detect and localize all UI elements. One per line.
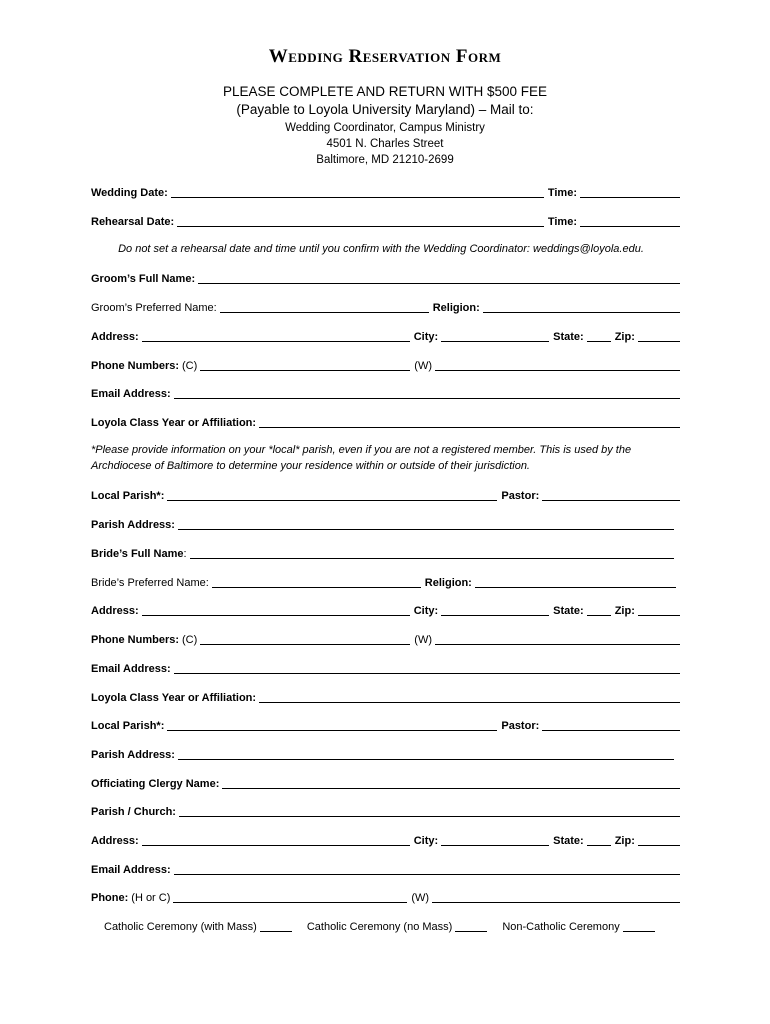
brides-email-label: Email Address: (91, 663, 171, 675)
brides-email-field[interactable] (174, 662, 680, 674)
brides-address-label: Address: (91, 605, 139, 617)
clergy-state-field[interactable] (587, 834, 611, 846)
parish-church-label: Parish / Church: (91, 806, 176, 818)
ceremony-option-non-catholic-label: Non-Catholic Ceremony (502, 921, 620, 933)
wedding-time-label: Time: (547, 187, 577, 199)
rehearsal-note: Do not set a rehearsal date and time until you confirm with the Wedding Coordinator: weddings@loyola.edu. (118, 243, 644, 255)
wedding-time-field[interactable] (580, 186, 680, 198)
grooms-email-row (91, 384, 680, 400)
brides-state-field[interactable] (587, 604, 611, 616)
parish-church-row (91, 802, 680, 818)
clergy-home-cell-label: (H or C) (131, 892, 171, 904)
clergy-zip-label: Zip: (614, 835, 635, 847)
clergy-email-row (91, 860, 680, 876)
wedding-date-label: Wedding Date: (91, 187, 168, 199)
payable-instruction: (Payable to Loyola University Maryland) – Mail to: (236, 102, 534, 117)
officiating-clergy-row (91, 774, 680, 790)
brides-parish-address-row (91, 745, 680, 761)
grooms-address-field[interactable] (142, 330, 410, 342)
clergy-phone-label: Phone: (91, 892, 129, 904)
grooms-state-label: State: (553, 331, 584, 343)
ceremony-option-with-mass-blank[interactable] (260, 920, 292, 932)
parish-note: *Please provide information on your *local* parish, even if you are not a registered member. This is used by the Archdiocese of Baltimore to determine your residence within or outside of their jurisdiction. (91, 444, 632, 472)
brides-class-year-row (91, 688, 680, 704)
clergy-phone-row (91, 888, 680, 904)
grooms-address-row (91, 327, 680, 343)
wedding-date-row (91, 183, 680, 199)
brides-religion-field[interactable] (475, 576, 676, 588)
brides-phone-row (91, 630, 680, 646)
grooms-work-field[interactable] (435, 359, 680, 371)
grooms-phone-label: Phone Numbers: (91, 360, 180, 372)
mail-address-line-1: Wedding Coordinator, Campus Ministry (285, 122, 485, 134)
grooms-local-parish-row (91, 486, 680, 502)
grooms-address-label: Address: (91, 331, 139, 343)
brides-local-parish-field[interactable] (167, 719, 497, 731)
grooms-parish-address-field[interactable] (178, 518, 674, 530)
form-title: Wedding Reservation Form (268, 46, 502, 67)
officiating-clergy-field[interactable] (222, 777, 680, 789)
rehearsal-date-field[interactable] (177, 215, 544, 227)
brides-full-name-row (91, 544, 680, 560)
brides-work-label: (W) (414, 634, 433, 646)
grooms-pastor-field[interactable] (542, 489, 680, 501)
brides-city-field[interactable] (441, 604, 549, 616)
grooms-preferred-name-label: Groom’s Preferred Name: (91, 302, 217, 314)
brides-preferred-name-label: Bride’s Preferred Name: (91, 577, 209, 589)
clergy-home-cell-field[interactable] (173, 891, 407, 903)
grooms-pastor-label: Pastor: (501, 490, 540, 502)
brides-parish-address-label: Parish Address: (91, 749, 175, 761)
clergy-state-label: State: (553, 835, 584, 847)
brides-work-field[interactable] (435, 633, 680, 645)
rehearsal-time-field[interactable] (580, 215, 680, 227)
brides-cell-field[interactable] (200, 633, 410, 645)
brides-religion-label: Religion: (424, 577, 472, 589)
brides-local-parish-label: Local Parish*: (91, 720, 165, 732)
wedding-date-field[interactable] (171, 186, 544, 198)
grooms-parish-address-label: Parish Address: (91, 519, 175, 531)
grooms-full-name-row (91, 269, 680, 285)
brides-full-name-label: Bride’s Full Name (91, 548, 184, 560)
clergy-email-label: Email Address: (91, 864, 171, 876)
brides-class-year-label: Loyola Class Year or Affiliation: (91, 692, 257, 704)
ceremony-option-non-catholic (502, 920, 654, 933)
grooms-parish-address-row (91, 515, 680, 531)
clergy-zip-field[interactable] (638, 834, 680, 846)
brides-pastor-label: Pastor: (501, 720, 540, 732)
grooms-preferred-name-row (91, 298, 680, 314)
brides-cell-label: (C) (182, 634, 198, 646)
brides-address-field[interactable] (142, 604, 410, 616)
grooms-cell-label: (C) (182, 360, 198, 372)
grooms-class-year-label: Loyola Class Year or Affiliation: (91, 417, 257, 429)
grooms-local-parish-field[interactable] (167, 489, 497, 501)
clergy-address-row (91, 831, 680, 847)
brides-state-label: State: (553, 605, 584, 617)
clergy-work-label: (W) (411, 892, 430, 904)
brides-address-row (91, 601, 680, 617)
brides-preferred-name-row (91, 573, 680, 589)
officiating-clergy-label: Officiating Clergy Name: (91, 778, 220, 790)
ceremony-option-no-mass-label: Catholic Ceremony (no Mass) (306, 921, 453, 933)
brides-full-name-colon: : (183, 548, 187, 560)
grooms-full-name-field[interactable] (198, 272, 680, 284)
grooms-work-label: (W) (414, 360, 433, 372)
clergy-city-field[interactable] (441, 834, 549, 846)
ceremony-type-row (104, 917, 684, 933)
grooms-email-label: Email Address: (91, 388, 171, 400)
grooms-city-field[interactable] (441, 330, 549, 342)
clergy-address-field[interactable] (142, 834, 410, 846)
grooms-class-year-row (91, 413, 680, 429)
brides-phone-label: Phone Numbers: (91, 634, 180, 646)
mail-address-line-2: 4501 N. Charles Street (326, 138, 444, 150)
rehearsal-date-label: Rehearsal Date: (91, 216, 175, 228)
fee-instruction: PLEASE COMPLETE AND RETURN WITH $500 FEE (222, 84, 548, 99)
brides-class-year-field[interactable] (259, 691, 680, 703)
clergy-address-label: Address: (91, 835, 139, 847)
grooms-phone-row (91, 356, 680, 372)
mail-address-line-3: Baltimore, MD 21210-2699 (316, 154, 454, 166)
grooms-class-year-field[interactable] (259, 416, 680, 428)
grooms-preferred-name-field[interactable] (220, 301, 429, 313)
clergy-work-field[interactable] (432, 891, 680, 903)
grooms-email-field[interactable] (174, 387, 680, 399)
grooms-religion-label: Religion: (432, 302, 480, 314)
grooms-zip-field[interactable] (638, 330, 680, 342)
clergy-city-label: City: (413, 835, 439, 847)
grooms-city-label: City: (413, 331, 439, 343)
grooms-zip-label: Zip: (614, 331, 635, 343)
brides-local-parish-row (91, 716, 680, 732)
brides-zip-label: Zip: (614, 605, 635, 617)
brides-preferred-name-field[interactable] (212, 576, 421, 588)
ceremony-option-with-mass-label: Catholic Ceremony (with Mass) (104, 921, 257, 933)
ceremony-option-non-catholic-blank[interactable] (623, 920, 655, 932)
ceremony-option-no-mass (307, 920, 488, 933)
grooms-state-field[interactable] (587, 330, 611, 342)
ceremony-option-no-mass-blank[interactable] (455, 920, 487, 932)
rehearsal-date-row (91, 212, 680, 228)
parish-church-field[interactable] (179, 805, 680, 817)
clergy-email-field[interactable] (174, 863, 680, 875)
brides-city-label: City: (413, 605, 439, 617)
grooms-religion-field[interactable] (483, 301, 680, 313)
rehearsal-time-label: Time: (547, 216, 577, 228)
grooms-cell-field[interactable] (200, 359, 410, 371)
brides-full-name-field[interactable] (190, 547, 674, 559)
ceremony-option-with-mass (104, 920, 292, 933)
brides-zip-field[interactable] (638, 604, 680, 616)
grooms-full-name-label: Groom’s Full Name: (91, 273, 196, 285)
brides-pastor-field[interactable] (542, 719, 680, 731)
grooms-local-parish-label: Local Parish*: (91, 490, 165, 502)
brides-email-row (91, 659, 680, 675)
brides-parish-address-field[interactable] (178, 748, 674, 760)
